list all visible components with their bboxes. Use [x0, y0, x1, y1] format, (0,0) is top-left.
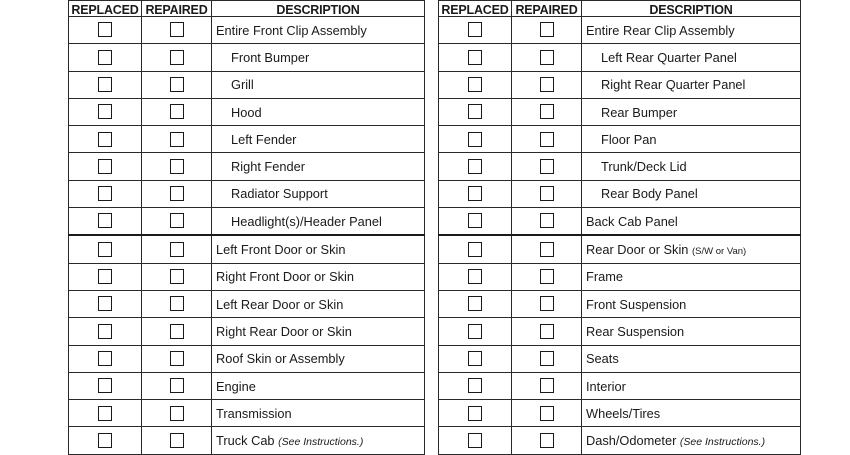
- description-label: Wheels/Tires: [586, 405, 661, 421]
- description-cell: [582, 318, 801, 345]
- description-header: DESCRIPTION: [212, 1, 425, 17]
- repaired-checkbox[interactable]: [540, 433, 554, 448]
- description-cell: [212, 180, 425, 207]
- replaced-checkbox[interactable]: [468, 213, 482, 228]
- replaced-checkbox[interactable]: [468, 186, 482, 201]
- description-cell: [582, 345, 801, 372]
- replaced-checkbox[interactable]: [98, 324, 112, 339]
- repaired-cell: [142, 318, 212, 345]
- repaired-cell: [142, 98, 212, 125]
- table-row: [69, 372, 425, 399]
- repaired-checkbox[interactable]: [540, 296, 554, 311]
- repaired-cell: [142, 208, 212, 236]
- description-cell: [582, 98, 801, 125]
- replaced-checkbox[interactable]: [98, 406, 112, 421]
- replaced-cell: [439, 71, 512, 98]
- replaced-cell: [439, 318, 512, 345]
- description-cell: [582, 180, 801, 207]
- replaced-cell: [439, 126, 512, 153]
- description-label: Front Suspension: [586, 296, 687, 312]
- repaired-checkbox[interactable]: [540, 269, 554, 284]
- table-row: [69, 17, 425, 44]
- replaced-checkbox[interactable]: [98, 159, 112, 174]
- repaired-cell: [142, 17, 212, 44]
- description-label: Radiator Support: [231, 186, 328, 202]
- description-cell: [212, 318, 425, 345]
- repaired-checkbox[interactable]: [540, 132, 554, 147]
- repaired-checkbox[interactable]: [540, 104, 554, 119]
- description-label: Left Front Door or Skin: [216, 242, 346, 258]
- description-label: Roof Skin or Assembly: [216, 351, 345, 367]
- repaired-checkbox[interactable]: [170, 132, 184, 147]
- description-label: Truck Cab: [216, 433, 275, 449]
- description-label: Back Cab Panel: [586, 213, 678, 229]
- repaired-checkbox[interactable]: [540, 242, 554, 257]
- repaired-checkbox[interactable]: [170, 351, 184, 366]
- table-row: [439, 372, 801, 399]
- description-cell: [582, 153, 801, 180]
- table-row: [69, 126, 425, 153]
- repaired-cell: [512, 263, 582, 290]
- description-cell: [582, 44, 801, 71]
- replaced-checkbox[interactable]: [468, 406, 482, 421]
- repaired-cell: [512, 318, 582, 345]
- repaired-checkbox[interactable]: [540, 159, 554, 174]
- table-row: [69, 98, 425, 125]
- description-label: Right Rear Door or Skin: [216, 323, 352, 339]
- replaced-cell: [439, 263, 512, 290]
- replaced-checkbox[interactable]: [468, 351, 482, 366]
- description-cell: [212, 98, 425, 125]
- description-label: Right Fender: [231, 159, 305, 175]
- description-cell: [212, 208, 425, 236]
- replaced-cell: [439, 180, 512, 207]
- description-cell: [212, 427, 425, 454]
- replaced-checkbox[interactable]: [98, 104, 112, 119]
- repaired-checkbox[interactable]: [540, 406, 554, 421]
- table-row: [69, 400, 425, 427]
- replaced-cell: [69, 318, 142, 345]
- description-label: Frame: [586, 269, 623, 285]
- repaired-checkbox[interactable]: [170, 433, 184, 448]
- description-cell: [212, 290, 425, 317]
- replaced-cell: [439, 17, 512, 44]
- repaired-cell: [142, 153, 212, 180]
- repaired-checkbox[interactable]: [540, 186, 554, 201]
- replaced-checkbox[interactable]: [98, 433, 112, 448]
- description-cell: [582, 372, 801, 399]
- repaired-cell: [512, 345, 582, 372]
- repaired-checkbox[interactable]: [540, 213, 554, 228]
- replaced-header: REPLACED: [69, 1, 142, 17]
- table-row: [69, 290, 425, 317]
- description-label: Left Rear Quarter Panel: [601, 49, 737, 65]
- repaired-checkbox[interactable]: [540, 378, 554, 393]
- replaced-checkbox[interactable]: [98, 242, 112, 257]
- repaired-cell: [512, 400, 582, 427]
- replaced-cell: [439, 208, 512, 236]
- repaired-checkbox[interactable]: [170, 159, 184, 174]
- repaired-checkbox[interactable]: [170, 378, 184, 393]
- description-cell: [212, 372, 425, 399]
- replaced-checkbox[interactable]: [98, 77, 112, 92]
- replaced-cell: [69, 153, 142, 180]
- repaired-checkbox[interactable]: [540, 50, 554, 65]
- table-row: [69, 71, 425, 98]
- description-label: Rear Door or Skin: [586, 242, 689, 258]
- replaced-checkbox[interactable]: [468, 433, 482, 448]
- replaced-cell: [69, 17, 142, 44]
- description-label: Seats: [586, 351, 619, 367]
- description-label: Entire Rear Clip Assembly: [586, 22, 735, 38]
- description-note: (See Instructions.): [278, 436, 364, 449]
- replaced-cell: [69, 44, 142, 71]
- description-cell: [582, 290, 801, 317]
- repaired-checkbox[interactable]: [170, 50, 184, 65]
- description-label: Rear Bumper: [601, 104, 678, 120]
- replaced-checkbox[interactable]: [98, 132, 112, 147]
- repaired-checkbox[interactable]: [540, 351, 554, 366]
- table-row: [439, 71, 801, 98]
- repaired-cell: [142, 180, 212, 207]
- replaced-cell: [439, 345, 512, 372]
- replaced-cell: [69, 290, 142, 317]
- repaired-cell: [142, 400, 212, 427]
- replaced-cell: [69, 126, 142, 153]
- table-row: [439, 17, 801, 44]
- repaired-cell: [512, 153, 582, 180]
- replaced-checkbox[interactable]: [468, 269, 482, 284]
- description-cell: [212, 345, 425, 372]
- replaced-checkbox[interactable]: [98, 213, 112, 228]
- repaired-cell: [142, 263, 212, 290]
- table-row: [69, 44, 425, 71]
- replaced-cell: [69, 400, 142, 427]
- table-row: [69, 180, 425, 207]
- description-cell: [582, 427, 801, 454]
- description-cell: [582, 126, 801, 153]
- description-cell: [212, 71, 425, 98]
- repaired-cell: [142, 372, 212, 399]
- repaired-checkbox[interactable]: [170, 324, 184, 339]
- repaired-cell: [142, 126, 212, 153]
- repaired-cell: [512, 44, 582, 71]
- table-row: [439, 318, 801, 345]
- table-row: [69, 318, 425, 345]
- repaired-cell: [142, 290, 212, 317]
- replaced-header: REPLACED: [439, 1, 512, 17]
- repaired-cell: [512, 235, 582, 263]
- repaired-checkbox[interactable]: [170, 104, 184, 119]
- replaced-cell: [69, 180, 142, 207]
- replaced-cell: [439, 153, 512, 180]
- replaced-checkbox[interactable]: [98, 50, 112, 65]
- repaired-cell: [512, 71, 582, 98]
- repaired-cell: [142, 44, 212, 71]
- table-row: [439, 208, 801, 236]
- table-row: [69, 153, 425, 180]
- table-row: [439, 98, 801, 125]
- description-cell: [582, 235, 801, 263]
- description-label: Rear Body Panel: [601, 186, 698, 202]
- replaced-cell: [69, 372, 142, 399]
- repaired-header: REPAIRED: [142, 1, 212, 17]
- replaced-cell: [69, 427, 142, 454]
- description-cell: [212, 235, 425, 263]
- repaired-cell: [512, 290, 582, 317]
- table-row: [69, 345, 425, 372]
- description-label: Trunk/Deck Lid: [601, 159, 687, 175]
- description-cell: [212, 44, 425, 71]
- replaced-cell: [439, 427, 512, 454]
- replaced-checkbox[interactable]: [468, 324, 482, 339]
- replaced-cell: [69, 345, 142, 372]
- replaced-cell: [69, 71, 142, 98]
- replaced-cell: [69, 98, 142, 125]
- table-row: [439, 400, 801, 427]
- description-label: Front Bumper: [231, 49, 310, 65]
- table-row: [439, 235, 801, 263]
- description-cell: [212, 17, 425, 44]
- table-row: [439, 180, 801, 207]
- repaired-checkbox[interactable]: [170, 269, 184, 284]
- replaced-cell: [439, 98, 512, 125]
- replaced-checkbox[interactable]: [468, 378, 482, 393]
- replaced-cell: [439, 372, 512, 399]
- replaced-checkbox[interactable]: [98, 269, 112, 284]
- table-row: [439, 345, 801, 372]
- right-damage-table: [438, 0, 801, 455]
- description-label: Interior: [586, 378, 626, 394]
- replaced-checkbox[interactable]: [468, 50, 482, 65]
- description-cell: [582, 17, 801, 44]
- table-row: [439, 126, 801, 153]
- replaced-cell: [439, 235, 512, 263]
- replaced-checkbox[interactable]: [468, 104, 482, 119]
- description-label: Left Rear Door or Skin: [216, 296, 344, 312]
- repaired-cell: [512, 126, 582, 153]
- description-label: Right Front Door or Skin: [216, 269, 354, 285]
- description-cell: [582, 400, 801, 427]
- repaired-cell: [512, 17, 582, 44]
- description-cell: [212, 400, 425, 427]
- replaced-checkbox[interactable]: [468, 242, 482, 257]
- repaired-checkbox[interactable]: [170, 213, 184, 228]
- description-label: Engine: [216, 378, 256, 394]
- description-cell: [582, 71, 801, 98]
- repaired-cell: [512, 372, 582, 399]
- repaired-cell: [512, 208, 582, 236]
- replaced-checkbox[interactable]: [98, 296, 112, 311]
- replaced-checkbox[interactable]: [98, 351, 112, 366]
- repaired-checkbox[interactable]: [170, 406, 184, 421]
- replaced-checkbox[interactable]: [468, 22, 482, 37]
- table-row: [69, 427, 425, 454]
- replaced-cell: [69, 208, 142, 236]
- replaced-cell: [439, 290, 512, 317]
- table-row: [69, 235, 425, 263]
- repaired-checkbox[interactable]: [540, 77, 554, 92]
- description-header: DESCRIPTION: [582, 1, 801, 17]
- description-note: (See Instructions.): [679, 436, 766, 449]
- description-label: Left Fender: [231, 131, 297, 147]
- description-cell: [212, 153, 425, 180]
- description-label: Hood: [231, 104, 262, 120]
- repaired-cell: [142, 427, 212, 454]
- description-label: Transmission: [216, 405, 292, 421]
- replaced-cell: [69, 235, 142, 263]
- repaired-checkbox[interactable]: [170, 77, 184, 92]
- left-damage-table: [68, 0, 425, 455]
- description-label: Right Rear Quarter Panel: [601, 77, 746, 93]
- replaced-checkbox[interactable]: [98, 378, 112, 393]
- repaired-checkbox[interactable]: [170, 22, 184, 37]
- repaired-cell: [512, 427, 582, 454]
- table-row: [439, 427, 801, 454]
- replaced-checkbox[interactable]: [468, 296, 482, 311]
- repaired-cell: [142, 71, 212, 98]
- description-label: Rear Suspension: [586, 323, 685, 339]
- description-cell: [212, 263, 425, 290]
- table-row: [69, 208, 425, 236]
- table-row: [439, 290, 801, 317]
- description-cell: [212, 126, 425, 153]
- replaced-checkbox[interactable]: [98, 22, 112, 37]
- repaired-checkbox[interactable]: [170, 186, 184, 201]
- description-cell: [582, 263, 801, 290]
- replaced-checkbox[interactable]: [468, 159, 482, 174]
- replaced-checkbox[interactable]: [468, 77, 482, 92]
- description-cell: [582, 208, 801, 236]
- replaced-checkbox[interactable]: [468, 132, 482, 147]
- repaired-cell: [142, 345, 212, 372]
- table-row: [439, 153, 801, 180]
- replaced-checkbox[interactable]: [98, 186, 112, 201]
- repaired-cell: [512, 98, 582, 125]
- table-row: [439, 44, 801, 71]
- description-label: Dash/Odometer: [586, 433, 677, 449]
- replaced-cell: [69, 263, 142, 290]
- replaced-cell: [439, 400, 512, 427]
- repaired-header: REPAIRED: [512, 1, 582, 17]
- repaired-checkbox[interactable]: [170, 296, 184, 311]
- table-row: [69, 263, 425, 290]
- description-label: Entire Front Clip Assembly: [216, 22, 367, 38]
- repaired-checkbox[interactable]: [540, 22, 554, 37]
- replaced-cell: [439, 44, 512, 71]
- repaired-checkbox[interactable]: [170, 242, 184, 257]
- description-label: Grill: [231, 77, 254, 93]
- table-row: [439, 263, 801, 290]
- description-note: (S/W or Van): [691, 246, 747, 258]
- repaired-cell: [142, 235, 212, 263]
- description-label: Floor Pan: [601, 131, 657, 147]
- repaired-cell: [512, 180, 582, 207]
- repaired-checkbox[interactable]: [540, 324, 554, 339]
- description-label: Headlight(s)/Header Panel: [231, 213, 382, 229]
